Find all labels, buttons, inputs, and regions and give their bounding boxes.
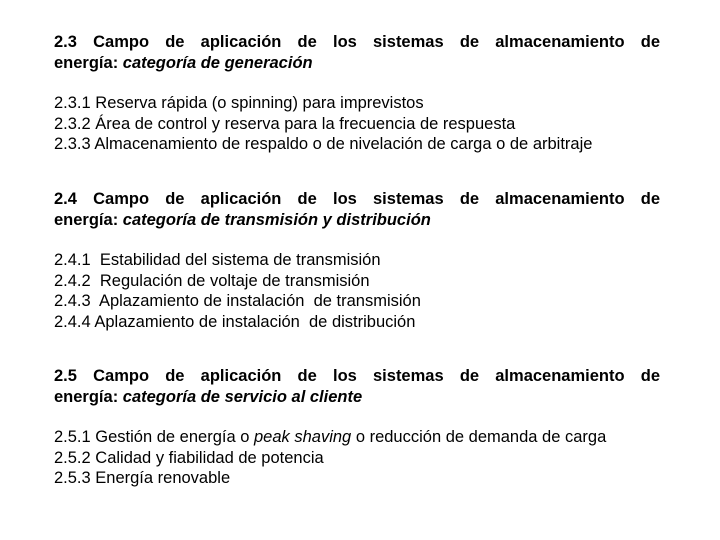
list-item bbox=[54, 427, 660, 448]
heading-prefix: energía: bbox=[54, 388, 123, 406]
item-text-before: 2.5.1 Gestión de energía o bbox=[54, 428, 254, 446]
list-item: 2.3.3 Almacenamiento de respaldo o de nivelación de carga o de arbitraje bbox=[54, 135, 593, 153]
section-transmission-distribution bbox=[54, 189, 660, 332]
list-item: 2.4.1 Estabilidad del sistema de transmisión bbox=[54, 251, 381, 269]
section-heading bbox=[54, 189, 660, 231]
heading-lead: 2.3 Campo de aplicación de los sistemas de almacenamiento de bbox=[54, 33, 660, 51]
item-text-after: o reducción de demanda de carga bbox=[351, 428, 607, 446]
item-list bbox=[54, 250, 660, 332]
item-list bbox=[54, 427, 660, 489]
list-item: 2.5.3 Energía renovable bbox=[54, 469, 231, 487]
section-heading bbox=[54, 32, 660, 74]
list-item: 2.4.2 Regulación de voltaje de transmisión bbox=[54, 271, 370, 290]
list-item: 2.3.1 Reserva rápida (o spinning) para imprevistos bbox=[54, 94, 424, 112]
item-list bbox=[54, 93, 660, 155]
heading-category: categoría de transmisión y distribución bbox=[122, 211, 431, 229]
heading-lead: 2.5 Campo de aplicación de los sistemas de almacenamiento de bbox=[54, 367, 660, 385]
section-customer-service bbox=[54, 366, 660, 489]
section-generation bbox=[54, 32, 660, 155]
list-item: 2.3.2 Área de control y reserva para la frecuencia de respuesta bbox=[54, 114, 516, 133]
heading-prefix: energía: bbox=[54, 211, 123, 229]
list-item: 2.4.4 Aplazamiento de instalación de distribución bbox=[54, 312, 416, 331]
section-heading bbox=[54, 366, 660, 408]
list-item: 2.4.3 Aplazamiento de instalación de transmisión bbox=[54, 292, 421, 310]
item-text-italic: peak shaving bbox=[253, 428, 352, 446]
heading-category: categoría de generación bbox=[122, 54, 313, 72]
list-item: 2.5.2 Calidad y fiabilidad de potencia bbox=[54, 448, 324, 467]
heading-category: categoría de servicio al cliente bbox=[122, 388, 363, 406]
heading-lead: 2.4 Campo de aplicación de los sistemas de almacenamiento de bbox=[54, 190, 660, 208]
heading-prefix: energía: bbox=[54, 54, 123, 72]
